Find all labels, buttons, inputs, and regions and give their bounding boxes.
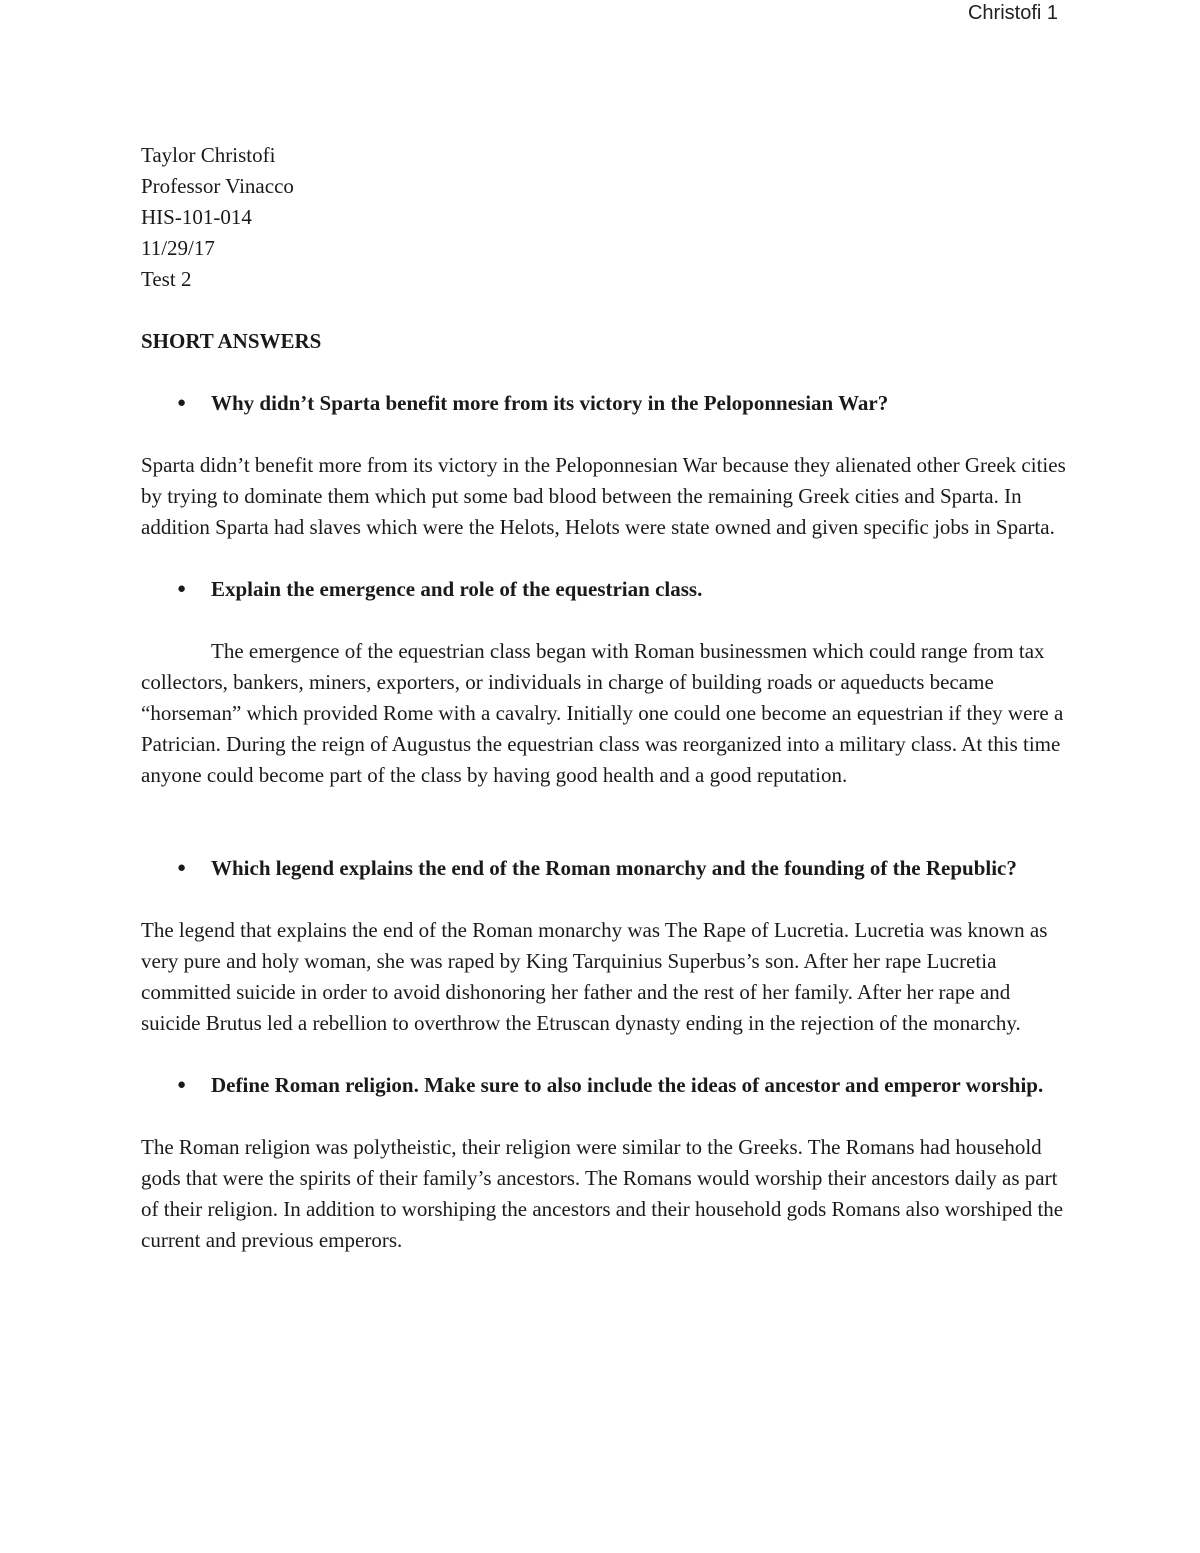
answer-1: Sparta didn’t benefit more from its victory in the Peloponnesian War because they alienated other Greek cities by trying to dominate them which put some bad blood between the remaining Greek cities and Sparta. In addition Sparta had slaves which were the Helots, Helots were state owned and given specific jobs in Sparta. xyxy=(141,453,1066,539)
question-3 xyxy=(141,853,1071,884)
answer-3: The legend that explains the end of the Roman monarchy was The Rape of Lucretia. Lucretia was known as very pure and holy woman, she was raped by King Tarquinius Superbus’s son. After her rape Lucretia committed suicide in order to avoid dishonoring her father and the rest of her family. After her rape and suicide Brutus led a rebellion to overthrow the Etruscan dynasty ending in the rejection of the monarchy. xyxy=(141,918,1048,1035)
assignment-title: Test 2 xyxy=(141,267,192,291)
question-text: Which legend explains the end of the Roman monarchy and the founding of the Republic? xyxy=(211,856,1017,880)
running-head: Christofi 1 xyxy=(967,2,1058,24)
student-name: Taylor Christofi xyxy=(141,143,276,167)
bullet-icon: ● xyxy=(177,1077,187,1093)
section-title: SHORT ANSWERS xyxy=(141,329,322,353)
bullet-icon: ● xyxy=(177,581,187,597)
question-text: Define Roman religion. Make sure to also include the ideas of ancestor and emperor worship. xyxy=(211,1073,1044,1097)
answer-2: The emergence of the equestrian class began with Roman businessmen which could range from tax collectors, bankers, miners, exporters, or individuals in charge of building roads or aqueducts became “horseman” which provided Rome with a cavalry. Initially one could one become an equestrian if they were a Patrician. During the reign of Augustus the equestrian class was reorganized into a military class. At this time anyone could become part of the class by having good health and a good reputation. xyxy=(141,639,1064,787)
date: 11/29/17 xyxy=(141,236,215,260)
question-text: Why didn’t Sparta benefit more from its victory in the Peloponnesian War? xyxy=(211,391,889,415)
question-2 xyxy=(141,574,1071,605)
bullet-icon: ● xyxy=(177,395,187,411)
bullet-icon: ● xyxy=(177,860,187,876)
question-4 xyxy=(141,1070,1071,1101)
answer-4: The Roman religion was polytheistic, their religion were similar to the Greeks. The Romans had household gods that were the spirits of their family’s ancestors. The Romans would worship their ancestors daily as part of their religion. In addition to worshiping the ancestors and their household gods Romans also worshiped the current and previous emperors. xyxy=(141,1135,1064,1252)
question-text: Explain the emergence and role of the equestrian class. xyxy=(211,577,703,601)
mla-heading xyxy=(141,140,1071,295)
document-body xyxy=(141,140,1071,1256)
course-code: HIS-101-014 xyxy=(141,205,252,229)
question-1 xyxy=(141,388,1071,419)
professor-name: Professor Vinacco xyxy=(141,174,294,198)
